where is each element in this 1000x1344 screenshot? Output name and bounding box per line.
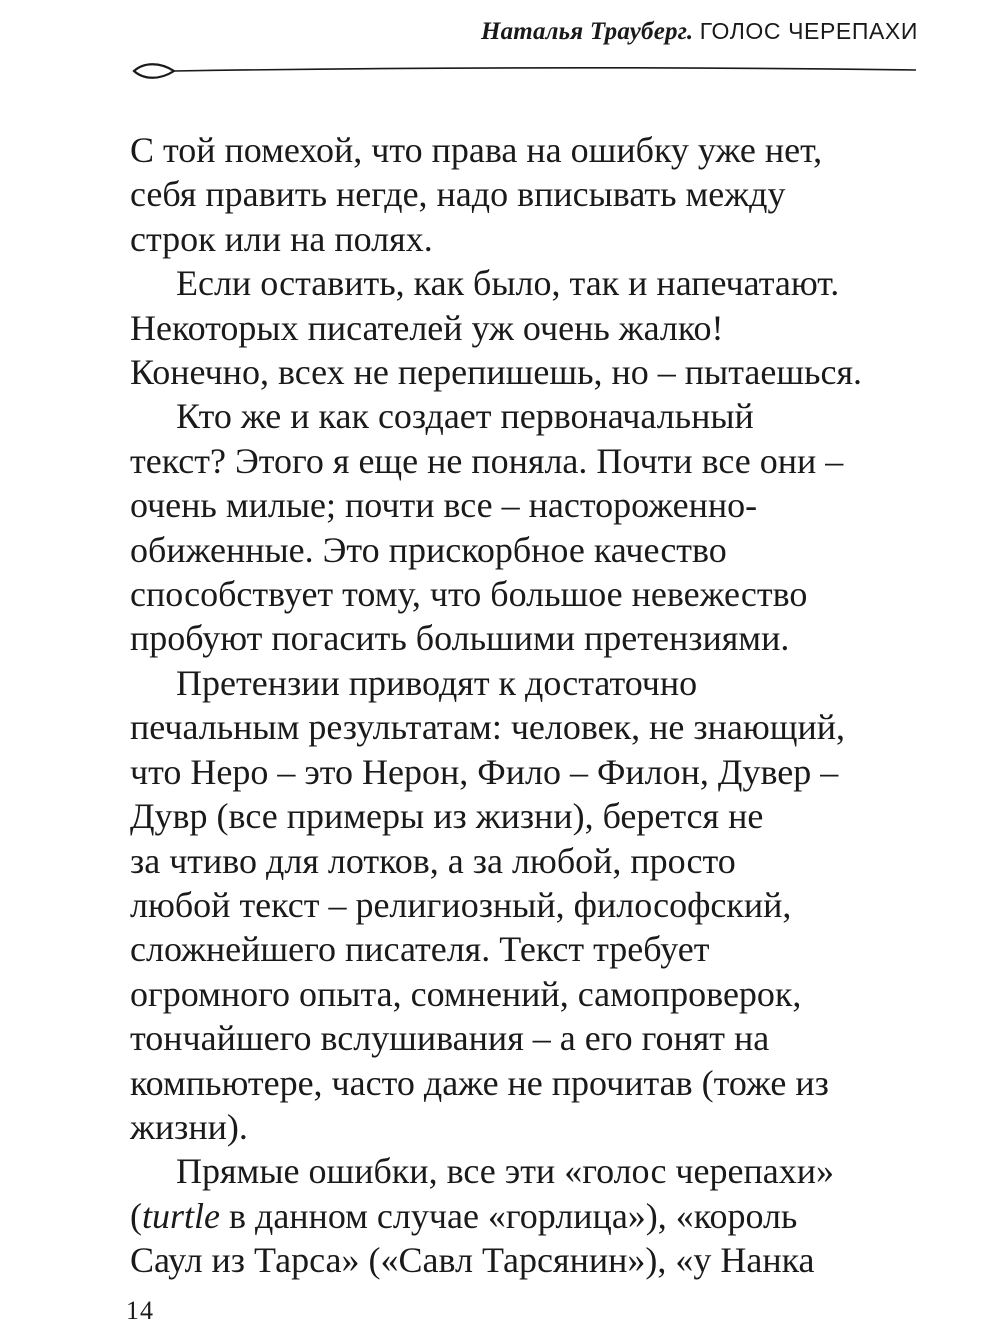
text-line: Прямые ошибки, все эти «голос черепахи» [176, 1151, 835, 1192]
paragraph [130, 661, 930, 1149]
text-line: печальным результатам: человек, не знающий, [130, 707, 845, 748]
text-line: С той помехой, что права на ошибку уже нет, [130, 130, 823, 170]
text-fragment: в данном случае «горлица»), «король [220, 1195, 798, 1236]
paragraph [130, 1149, 930, 1282]
paragraph [130, 394, 930, 660]
text-line: себя править негде, надо вписывать между [130, 174, 786, 215]
text-line: Претензии приводят к достаточно [176, 662, 698, 703]
text-line: компьютере, часто даже не прочитав (тоже из [130, 1062, 829, 1103]
open-paren: ( [130, 1195, 142, 1236]
text-line: Конечно, всех не перепишешь, но – пытаешься. [130, 352, 863, 393]
text-line: тончайшего вслушивания – а его гонят на [130, 1018, 770, 1059]
text-line: сложнейшего писателя. Текст требует [130, 929, 710, 970]
text-line: жизни). [130, 1106, 248, 1147]
text-line: что Неро – это Нерон, Фило – Филон, Дувер – [130, 751, 839, 792]
italic-word-turtle: turtle [142, 1195, 220, 1236]
text-line [130, 1194, 930, 1238]
paragraph [130, 128, 930, 261]
text-line: за чтиво для лотков, а за любой, просто [130, 840, 736, 881]
text-line: Кто же и как создает первоначальный [176, 396, 754, 437]
text-line: Некоторых писателей уж очень жалко! [130, 307, 724, 348]
header-title: ГОЛОС ЧЕРЕПАХИ [699, 18, 918, 44]
text-line: Если оставить, как было, так и напечатают. [176, 263, 840, 304]
header-ornament-rule [130, 58, 920, 84]
text-line: обиженные. Это прискорбное качество [130, 529, 727, 570]
running-header [481, 18, 918, 46]
text-line: строк или на полях. [130, 218, 433, 259]
paragraph [130, 261, 930, 394]
text-line: Саул из Тарса» («Савл Тарсянин»), «у Нанка [130, 1240, 815, 1281]
page-number: 14 [126, 1296, 154, 1325]
text-line: Дувр (все примеры из жизни), берется не [130, 796, 764, 837]
text-line: огромного опыта, сомнений, самопроверок, [130, 973, 802, 1014]
text-line: пробуют погасить большими претензиями. [130, 618, 790, 659]
text-line: способствует тому, что большое невежество [130, 574, 808, 615]
text-line: текст? Этого я еще не поняла. Почти все они – [130, 440, 844, 481]
text-line: очень милые; почти все – настороженно- [130, 485, 758, 526]
text-line: любой текст – религиозный, философский, [130, 884, 792, 925]
body-text [130, 128, 930, 1283]
header-author: Наталья Трауберг. [480, 18, 694, 45]
